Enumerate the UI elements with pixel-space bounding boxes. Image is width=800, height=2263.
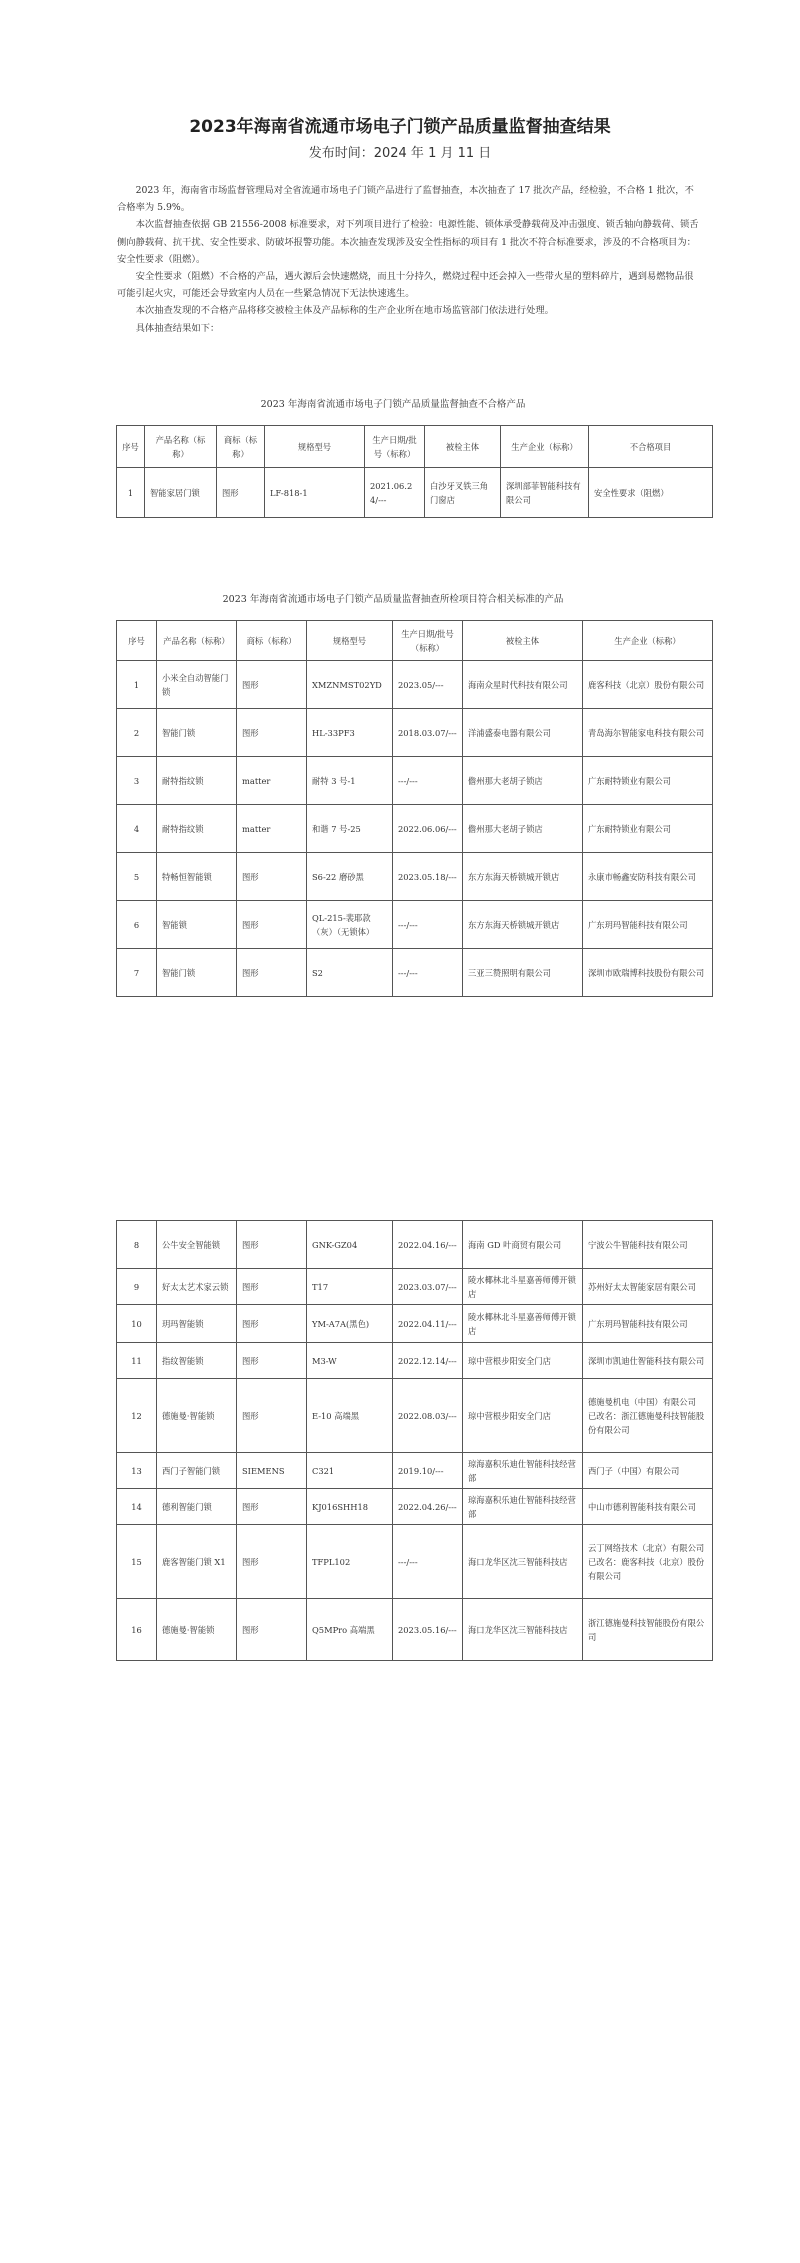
- table-cell: 深圳市凯迪仕智能科技有限公司: [583, 1343, 713, 1379]
- table2-caption: 2023 年海南省流通市场电子门锁产品质量监督抽查所检项目符合相关标准的产品: [222, 594, 564, 605]
- table-cell: 海口龙华区沈三智能科技店: [463, 1599, 583, 1661]
- table-cell: 琼中营根步阳安全门店: [463, 1379, 583, 1453]
- table-cell: 三亚三赞照明有限公司: [463, 949, 583, 997]
- qualified-products-table: [116, 620, 713, 997]
- table-cell: 海南众星时代科技有限公司: [463, 661, 583, 709]
- table-cell: 智能门锁: [157, 709, 237, 757]
- table-row: [117, 949, 713, 997]
- table-row: [117, 1599, 713, 1661]
- table-cell: 琼中营根步阳安全门店: [463, 1343, 583, 1379]
- table-cell: HL-33PF3: [307, 709, 393, 757]
- table-cell: 图形: [237, 709, 307, 757]
- table-cell: 浙江德施曼科技智能股份有限公司: [583, 1599, 713, 1661]
- publish-date: 发布时间：2024 年 1 月 11 日: [308, 146, 492, 161]
- failed-products-table: [116, 425, 713, 518]
- table-cell: 深圳市欧瑞博科技股份有限公司: [583, 949, 713, 997]
- table-cell: C321: [307, 1453, 393, 1489]
- table-cell: 西门子智能门锁: [157, 1453, 237, 1489]
- table-cell: 洋浦盛泰电器有限公司: [463, 709, 583, 757]
- table-cell: 2: [117, 709, 157, 757]
- table-row: [117, 468, 713, 518]
- table-cell: 鹿客科技（北京）股份有限公司: [583, 661, 713, 709]
- table-cell: 东方东海天桥锁城开锁店: [463, 853, 583, 901]
- table-cell: 白沙牙叉铁三角门窗店: [425, 468, 501, 518]
- column-header: 生产企业（标称）: [501, 426, 589, 468]
- column-header: 被检主体: [463, 621, 583, 661]
- table-cell: 图形: [237, 661, 307, 709]
- column-header: 规格型号: [307, 621, 393, 661]
- table-cell: 5: [117, 853, 157, 901]
- table-cell: 1: [117, 661, 157, 709]
- table-cell: ---/---: [393, 1525, 463, 1599]
- intro-paragraph: 具体抽查结果如下：: [135, 322, 220, 334]
- table-cell: 10: [117, 1305, 157, 1343]
- table-cell: 公牛安全智能锁: [157, 1221, 237, 1269]
- table-cell: 2019.10/---: [393, 1453, 463, 1489]
- table-header-row: [117, 426, 713, 468]
- table-cell: 耐特指纹锁: [157, 805, 237, 853]
- table-cell: 琼海嘉积乐迪仕智能科技经营部: [463, 1489, 583, 1525]
- column-header: 不合格项目: [589, 426, 713, 468]
- table-row: [117, 1269, 713, 1305]
- table-cell: 图形: [237, 1269, 307, 1305]
- table-header-row: [117, 621, 713, 661]
- table-cell: Q5MPro 高端黑: [307, 1599, 393, 1661]
- table-cell: ---/---: [393, 949, 463, 997]
- table-cell: matter: [237, 757, 307, 805]
- table-cell: T17: [307, 1269, 393, 1305]
- table-cell: 14: [117, 1489, 157, 1525]
- table-cell: 永康市畅鑫安防科技有限公司: [583, 853, 713, 901]
- table-row: [117, 661, 713, 709]
- column-header: 被检主体: [425, 426, 501, 468]
- table-cell: 4: [117, 805, 157, 853]
- table-row: [117, 1453, 713, 1489]
- table-cell: 琼海嘉积乐迪仕智能科技经营部: [463, 1453, 583, 1489]
- table-cell: 8: [117, 1221, 157, 1269]
- table-cell: 深圳部菲智能科技有限公司: [501, 468, 589, 518]
- table-cell: 15: [117, 1525, 157, 1599]
- table-cell: 玥玛智能锁: [157, 1305, 237, 1343]
- table-cell: 图形: [237, 1599, 307, 1661]
- table1-caption: 2023 年海南省流通市场电子门锁产品质量监督抽查不合格产品: [260, 399, 526, 410]
- table-cell: 鹿客智能门锁 X1: [157, 1525, 237, 1599]
- table-cell: SIEMENS: [237, 1453, 307, 1489]
- table-cell: 东方东海天桥锁城开锁店: [463, 901, 583, 949]
- table-cell: 广东玥玛智能科技有限公司: [583, 1305, 713, 1343]
- table-cell: 13: [117, 1453, 157, 1489]
- table-cell: 图形: [237, 1379, 307, 1453]
- table-cell: 海口龙华区沈三智能科技店: [463, 1525, 583, 1599]
- table-cell: 6: [117, 901, 157, 949]
- column-header: 产品名称（标称）: [157, 621, 237, 661]
- table-row: [117, 757, 713, 805]
- table-cell: 德施曼·智能锁: [157, 1599, 237, 1661]
- table-cell: S6-22 磨砂黑: [307, 853, 393, 901]
- table-cell: 耐特 3 号-1: [307, 757, 393, 805]
- table-cell: 2021.06.24/---: [365, 468, 425, 518]
- table-cell: 2022.04.26/---: [393, 1489, 463, 1525]
- table-cell: QL-215-裴耶款（灰）（无锁体）: [307, 901, 393, 949]
- intro-text: [117, 182, 700, 337]
- table-cell: E-10 高端黑: [307, 1379, 393, 1453]
- page-title: 2023年海南省流通市场电子门锁产品质量监督抽查结果: [189, 117, 611, 137]
- table-cell: 2022.12.14/---: [393, 1343, 463, 1379]
- table-row: [117, 1489, 713, 1525]
- table-row: [117, 1525, 713, 1599]
- table-cell: 2023.05/---: [393, 661, 463, 709]
- intro-paragraph: 本次抽查发现的不合格产品将移交被检主体及产品标称的生产企业所在地市场监管部门依法进行处理。: [135, 305, 554, 317]
- qualified-products-table-continued: [116, 1220, 713, 1661]
- table-cell: matter: [237, 805, 307, 853]
- table-row: [117, 853, 713, 901]
- table-cell: 2022.04.16/---: [393, 1221, 463, 1269]
- column-header: 商标（标称）: [217, 426, 265, 468]
- table-row: [117, 709, 713, 757]
- table-cell: 海南 GD 叶商贸有限公司: [463, 1221, 583, 1269]
- table-cell: 特畅恒智能锁: [157, 853, 237, 901]
- table-row: [117, 805, 713, 853]
- column-header: 商标（标称）: [237, 621, 307, 661]
- table-cell: 2022.08.03/---: [393, 1379, 463, 1453]
- table-cell: 图形: [237, 1525, 307, 1599]
- table-cell: 广东耐特锁业有限公司: [583, 805, 713, 853]
- table-cell: 安全性要求（阻燃）: [589, 468, 713, 518]
- table-cell: 2022.06.06/---: [393, 805, 463, 853]
- intro-paragraph: 安全性要求（阻燃）不合格的产品，遇火源后会快速燃烧，而且十分持久，燃烧过程中还会掉入一些带火星的塑料碎片，遇到易燃物品很可能引起火灾，可能还会导致室内人员在一些紧急情况下无法快速逃生。: [117, 271, 694, 300]
- table-cell: XMZNMST02YD: [307, 661, 393, 709]
- table-cell: ---/---: [393, 757, 463, 805]
- table-cell: 宁波公牛智能科技有限公司: [583, 1221, 713, 1269]
- table-cell: ---/---: [393, 901, 463, 949]
- table-cell: 9: [117, 1269, 157, 1305]
- table-cell: 儋州那大老胡子锁店: [463, 757, 583, 805]
- table-cell: GNK-GZ04: [307, 1221, 393, 1269]
- table-cell: 苏州好太太智能家居有限公司: [583, 1269, 713, 1305]
- table-cell: 德利智能门锁: [157, 1489, 237, 1525]
- table-cell: 图形: [217, 468, 265, 518]
- table-cell: KJ016SHH18: [307, 1489, 393, 1525]
- table-cell: 图形: [237, 1305, 307, 1343]
- table-cell: 12: [117, 1379, 157, 1453]
- table-cell: 11: [117, 1343, 157, 1379]
- table-cell: 陵水椰林北斗星嘉善师傅开锁店: [463, 1305, 583, 1343]
- table-cell: 图形: [237, 853, 307, 901]
- column-header: 产品名称（标称）: [145, 426, 217, 468]
- table-cell: 2023.05.16/---: [393, 1599, 463, 1661]
- table-cell: 2023.05.18/---: [393, 853, 463, 901]
- table-cell: 德施曼·智能锁: [157, 1379, 237, 1453]
- table-cell: 2022.04.11/---: [393, 1305, 463, 1343]
- table-cell: 中山市德利智能科技有限公司: [583, 1489, 713, 1525]
- column-header: 规格型号: [265, 426, 365, 468]
- table-cell: 3: [117, 757, 157, 805]
- table-cell: 和谐 7 号-25: [307, 805, 393, 853]
- table-row: [117, 1221, 713, 1269]
- table-cell: 16: [117, 1599, 157, 1661]
- table-cell: 智能家居门锁: [145, 468, 217, 518]
- table-cell: 7: [117, 949, 157, 997]
- table-cell: S2: [307, 949, 393, 997]
- table-cell: 西门子（中国）有限公司: [583, 1453, 713, 1489]
- table-cell: 儋州那大老胡子锁店: [463, 805, 583, 853]
- table-cell: 德施曼机电（中国）有限公司 已改名：浙江德施曼科技智能股份有限公司: [583, 1379, 713, 1453]
- column-header: 生产日期/批号（标称）: [393, 621, 463, 661]
- table-cell: 图形: [237, 949, 307, 997]
- table-cell: 青岛海尔智能家电科技有限公司: [583, 709, 713, 757]
- table-cell: 耐特指纹锁: [157, 757, 237, 805]
- table-cell: 广东耐特锁业有限公司: [583, 757, 713, 805]
- table-cell: M3-W: [307, 1343, 393, 1379]
- column-header: 生产企业（标称）: [583, 621, 713, 661]
- table-cell: 智能门锁: [157, 949, 237, 997]
- table-cell: 2018.03.07/---: [393, 709, 463, 757]
- table-cell: 智能锁: [157, 901, 237, 949]
- table-cell: 云丁网络技术（北京）有限公司 已改名：鹿客科技（北京）股份有限公司: [583, 1525, 713, 1599]
- table-cell: 2023.03.07/---: [393, 1269, 463, 1305]
- table-cell: 图形: [237, 1489, 307, 1525]
- intro-paragraph: 本次监督抽查依据 GB 21556-2008 标准要求，对下列项目进行了检验：电源性能、锁体承受静载荷及冲击强度、锁舌轴向静载荷、锁舌侧向静载荷、抗干扰、安全性要求、防破坏报警功能。本次抽查发现涉及安全性指标的项目有 1 批次不符合标准要求，涉及的不合格项目为：安全性要求（阻燃）。: [117, 219, 699, 265]
- table-cell: 小米全自动智能门锁: [157, 661, 237, 709]
- column-header: 生产日期/批号（标称）: [365, 426, 425, 468]
- column-header: 序号: [117, 426, 145, 468]
- column-header: 序号: [117, 621, 157, 661]
- table-row: [117, 1305, 713, 1343]
- table-cell: 图形: [237, 1221, 307, 1269]
- table-row: [117, 1343, 713, 1379]
- table-cell: 图形: [237, 1343, 307, 1379]
- table-cell: 好太太艺术家云锁: [157, 1269, 237, 1305]
- table-row: [117, 901, 713, 949]
- table-cell: 图形: [237, 901, 307, 949]
- intro-paragraph: 2023 年，海南省市场监督管理局对全省流通市场电子门锁产品进行了监督抽查，本次抽查了 17 批次产品，经检验，不合格 1 批次，不合格率为 5.9%。: [117, 185, 694, 214]
- table-cell: 指纹智能锁: [157, 1343, 237, 1379]
- table-cell: LF-818-1: [265, 468, 365, 518]
- table-cell: TFPL102: [307, 1525, 393, 1599]
- table-cell: 1: [117, 468, 145, 518]
- table-cell: 广东玥玛智能科技有限公司: [583, 901, 713, 949]
- table-cell: 陵水椰林北斗星嘉善师傅开锁店: [463, 1269, 583, 1305]
- table-row: [117, 1379, 713, 1453]
- table-cell: YM-A7A(黑色): [307, 1305, 393, 1343]
